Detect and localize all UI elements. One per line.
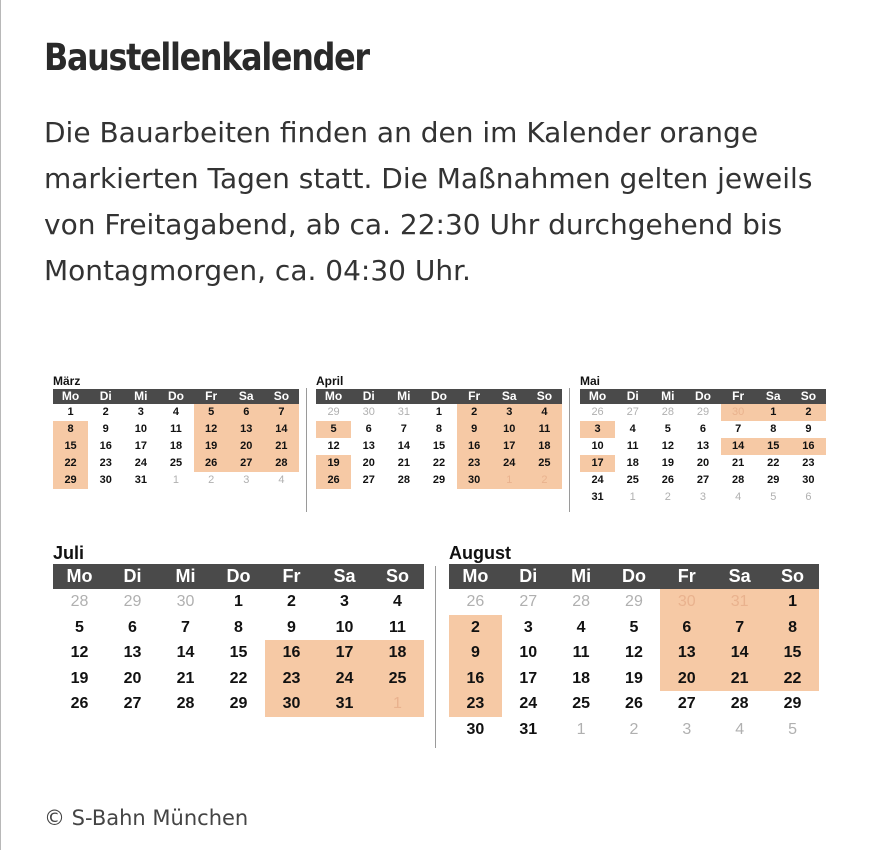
weekday-header: Di — [351, 389, 386, 404]
calendar-day-construction: 17 — [492, 438, 527, 455]
weekday-header-row — [53, 389, 299, 404]
calendar-day: 6 — [805, 491, 812, 503]
calendar-day: 1 — [67, 406, 74, 418]
calendar-day: 30 — [362, 406, 375, 418]
calendar-maerz — [53, 374, 299, 489]
calendar-day: 21 — [732, 457, 745, 469]
weekday-header-row — [580, 389, 826, 404]
calendar-april — [316, 374, 562, 489]
weekday-header: Mo — [580, 389, 615, 404]
calendar-day: 11 — [572, 644, 590, 661]
calendar-day: 1 — [435, 406, 443, 418]
weekday-header: Mo — [316, 389, 351, 404]
calendar-day: 12 — [661, 440, 674, 452]
weekday-header: So — [791, 389, 826, 404]
calendar-day-construction: 2 — [791, 404, 826, 421]
calendar-day: 5 — [770, 491, 777, 503]
calendar-day-construction: 13 — [660, 640, 713, 666]
calendar-day-construction: 22 — [53, 455, 88, 472]
month-name: April — [316, 374, 344, 388]
calendar-day-construction: 1 — [371, 691, 424, 717]
calendar-day: 23 — [802, 457, 815, 469]
weekday-header: Sa — [492, 389, 527, 404]
calendar-mai — [580, 374, 826, 506]
calendar-separator — [435, 566, 436, 748]
calendar-week-row — [580, 421, 826, 438]
calendar-grid — [316, 389, 562, 489]
calendar-day: 22 — [432, 457, 446, 469]
weekday-header: Do — [608, 564, 661, 589]
weekday-header: Mo — [53, 564, 106, 589]
weekday-header-row — [316, 389, 562, 404]
calendar-day-construction: 2 — [527, 472, 562, 489]
calendar-day-construction: 20 — [660, 666, 713, 692]
calendar-day: 12 — [625, 644, 643, 661]
calendar-grid — [449, 564, 819, 742]
calendar-day: 25 — [169, 457, 183, 469]
weekday-header: Do — [685, 389, 720, 404]
calendar-day: 5 — [629, 618, 639, 636]
calendar-day: 9 — [805, 423, 812, 435]
calendar-day: 27 — [362, 474, 375, 486]
weekday-header: So — [264, 389, 299, 404]
calendar-day: 6 — [128, 618, 137, 636]
calendar-day: 8 — [234, 618, 243, 636]
calendar-day-construction: 1 — [756, 404, 791, 421]
calendar-day-construction: 1 — [766, 589, 819, 615]
calendar-day: 13 — [123, 644, 142, 661]
weekday-header: Fr — [194, 389, 229, 404]
calendar-day: 26 — [70, 695, 89, 712]
calendar-day-construction: 20 — [229, 438, 264, 455]
calendar-day: 29 — [229, 695, 248, 712]
calendar-week-row — [316, 455, 562, 472]
calendar-day: 13 — [362, 440, 375, 452]
calendar-day: 23 — [99, 457, 112, 469]
calendar-day: 16 — [99, 440, 112, 452]
calendar-day: 11 — [170, 423, 182, 435]
calendar-day-construction: 15 — [756, 438, 791, 455]
weekday-header: Fr — [660, 564, 713, 589]
calendar-day: 4 — [735, 491, 742, 503]
calendar-day-construction: 6 — [660, 615, 713, 641]
calendar-day-construction: 30 — [457, 472, 492, 489]
calendar-separator — [306, 388, 307, 512]
calendar-day-construction: 5 — [194, 404, 229, 421]
calendar-day: 2 — [287, 593, 296, 610]
calendar-day-construction: 12 — [194, 421, 229, 438]
calendar-day-construction: 22 — [766, 666, 819, 692]
calendar-day: 4 — [629, 423, 636, 435]
calendar-day: 20 — [362, 457, 375, 469]
calendar-day: 29 — [696, 406, 710, 418]
calendar-day: 30 — [99, 474, 112, 486]
calendar-week-row — [53, 640, 424, 666]
calendar-week-row — [449, 666, 819, 692]
calendar-day-construction: 19 — [316, 455, 351, 472]
weekday-header: Di — [502, 564, 555, 589]
calendar-week-row — [53, 455, 299, 472]
calendar-day-construction: 18 — [371, 640, 424, 666]
calendar-day: 5 — [75, 618, 84, 636]
calendar-day: 1 — [172, 474, 180, 486]
calendar-day-construction: 11 — [527, 421, 562, 438]
calendar-week-row — [449, 589, 819, 615]
calendar-day: 31 — [134, 474, 147, 486]
calendar-day-construction: 14 — [713, 640, 766, 666]
calendar-day: 27 — [626, 406, 639, 418]
calendar-day: 28 — [70, 593, 89, 610]
calendar-day: 30 — [176, 593, 195, 610]
calendar-day: 1 — [629, 491, 636, 503]
calendar-day: 29 — [432, 474, 446, 486]
calendar-day-construction: 2 — [449, 615, 502, 641]
calendar-day: 28 — [397, 474, 410, 486]
calendar-day: 12 — [70, 644, 89, 661]
calendar-day: 29 — [123, 593, 142, 610]
calendar-day-construction: 28 — [264, 455, 299, 472]
weekday-header: Mi — [650, 389, 685, 404]
calendar-day: 10 — [591, 440, 604, 452]
calendar-day: 24 — [591, 474, 604, 486]
calendar-day: 7 — [400, 423, 407, 435]
calendar-day: 21 — [176, 669, 195, 687]
calendar-day-construction: 14 — [721, 438, 756, 455]
calendar-week-row — [580, 455, 826, 472]
page-left-border — [0, 0, 1, 850]
calendar-day-construction: 21 — [264, 438, 299, 455]
calendar-day: 22 — [229, 669, 248, 687]
calendar-day: 4 — [735, 720, 745, 738]
calendar-day-construction: 7 — [713, 615, 766, 641]
calendar-day-construction: 7 — [264, 404, 299, 421]
page-title: Baustellenkalender — [44, 36, 369, 79]
calendar-day-construction: 23 — [449, 691, 502, 717]
calendar-day: 3 — [699, 491, 707, 503]
calendar-day: 8 — [435, 423, 443, 435]
calendar-day: 28 — [661, 406, 674, 418]
calendar-week-row — [580, 404, 826, 421]
weekday-header: Di — [615, 389, 650, 404]
calendar-day: 20 — [696, 457, 710, 469]
calendar-day: 29 — [625, 593, 643, 610]
calendar-day-construction: 1 — [492, 472, 527, 489]
calendar-day-construction: 25 — [371, 666, 424, 692]
calendar-day: 2 — [102, 406, 109, 418]
calendar-day: 3 — [523, 618, 533, 636]
calendar-grid — [580, 389, 826, 506]
calendar-day: 10 — [134, 423, 147, 435]
calendar-day-construction: 3 — [580, 421, 615, 438]
calendar-day-construction: 15 — [766, 640, 819, 666]
calendar-day: 26 — [466, 593, 485, 610]
calendar-day: 2 — [629, 720, 639, 738]
calendar-week-row — [449, 691, 819, 717]
calendar-day: 25 — [572, 695, 590, 712]
weekday-header: Sa — [229, 389, 264, 404]
calendar-day: 4 — [278, 474, 285, 486]
calendar-week-row — [449, 640, 819, 666]
month-name: August — [449, 543, 511, 563]
calendar-day: 8 — [770, 423, 777, 435]
calendar-day: 15 — [432, 440, 446, 452]
calendar-day: 28 — [730, 695, 749, 712]
calendar-day: 28 — [732, 474, 745, 486]
calendar-day: 5 — [788, 720, 797, 738]
calendar-week-row — [580, 489, 826, 506]
calendar-day-construction: 3 — [492, 404, 527, 421]
calendar-separator — [569, 388, 570, 512]
calendar-day: 11 — [626, 440, 639, 452]
calendar-day: 7 — [181, 618, 190, 636]
calendar-week-row — [449, 615, 819, 641]
calendar-day: 2 — [208, 474, 215, 486]
weekday-header: Sa — [318, 564, 371, 589]
weekday-header: Di — [88, 389, 123, 404]
calendar-day: 10 — [519, 644, 538, 661]
calendar-day-construction: 23 — [265, 666, 318, 692]
calendar-day: 18 — [572, 669, 590, 687]
calendar-day: 18 — [626, 457, 639, 469]
calendar-week-row — [316, 472, 562, 489]
calendar-day: 2 — [664, 491, 671, 503]
calendar-day: 6 — [699, 423, 707, 435]
calendar-day-construction: 30 — [660, 589, 713, 615]
calendar-day-construction: 24 — [492, 455, 527, 472]
calendar-week-row — [53, 691, 424, 717]
calendar-day: 3 — [340, 593, 349, 610]
calendar-day: 29 — [767, 474, 780, 486]
calendar-day: 27 — [123, 695, 142, 712]
weekday-header: Sa — [756, 389, 791, 404]
calendar-juli — [53, 542, 424, 717]
weekday-header-row — [449, 564, 819, 589]
calendar-day: 31 — [397, 406, 410, 418]
weekday-header: Do — [212, 564, 265, 589]
calendar-day: 27 — [677, 695, 696, 712]
calendar-week-row — [53, 472, 299, 489]
calendar-day: 28 — [176, 695, 195, 712]
weekday-header-row — [53, 564, 424, 589]
calendar-day: 21 — [397, 457, 410, 469]
calendar-day: 14 — [397, 440, 410, 452]
calendar-day: 17 — [519, 669, 538, 687]
weekday-header: Fr — [265, 564, 318, 589]
calendar-day: 4 — [576, 618, 586, 636]
weekday-header: Do — [158, 389, 193, 404]
month-name: Mai — [580, 374, 601, 388]
calendar-week-row — [53, 404, 299, 421]
calendar-day: 6 — [365, 423, 372, 435]
calendar-day-construction: 16 — [457, 438, 492, 455]
weekday-header: Fr — [721, 389, 756, 404]
calendar-day: 4 — [393, 593, 402, 610]
calendar-day: 13 — [696, 440, 710, 452]
calendar-day-construction: 17 — [318, 640, 371, 666]
weekday-header: Mi — [159, 564, 212, 589]
calendar-day-construction: 13 — [229, 421, 264, 438]
calendar-day-construction: 16 — [791, 438, 826, 455]
calendar-day-construction: 8 — [766, 615, 819, 641]
calendar-day: 27 — [519, 593, 538, 610]
calendar-day: 20 — [123, 669, 142, 687]
calendar-week-row — [53, 666, 424, 692]
calendar-week-row — [580, 438, 826, 455]
calendar-week-row — [53, 589, 424, 615]
calendar-day: 3 — [682, 720, 692, 738]
calendar-day: 24 — [134, 457, 147, 469]
calendar-day: 1 — [234, 593, 243, 610]
calendar-day-construction: 4 — [527, 404, 562, 421]
calendar-day-construction: 6 — [229, 404, 264, 421]
calendar-day: 22 — [767, 457, 780, 469]
weekday-header: So — [766, 564, 819, 589]
weekday-header: Fr — [457, 389, 492, 404]
calendar-day: 28 — [572, 593, 590, 610]
calendar-day-construction: 23 — [457, 455, 492, 472]
weekday-header: Mo — [449, 564, 502, 589]
calendar-week-row — [53, 615, 424, 641]
calendar-day: 9 — [287, 618, 296, 636]
calendar-day-construction: 18 — [527, 438, 562, 455]
calendar-day-construction: 2 — [457, 404, 492, 421]
calendar-day: 12 — [327, 440, 340, 452]
calendar-day: 24 — [519, 695, 538, 712]
calendar-day-construction: 21 — [713, 666, 766, 692]
calendar-day: 26 — [661, 474, 674, 486]
weekday-header: Mo — [53, 389, 88, 404]
calendar-day: 19 — [70, 669, 89, 687]
copyright-notice: © S-Bahn München — [44, 806, 249, 830]
calendar-week-row — [53, 438, 299, 455]
calendar-week-row — [316, 438, 562, 455]
calendar-day: 17 — [134, 440, 147, 452]
calendar-day: 31 — [591, 491, 604, 503]
calendar-day-construction: 31 — [318, 691, 371, 717]
calendar-day-construction: 9 — [457, 421, 492, 438]
calendar-week-row — [316, 404, 562, 421]
calendar-day: 26 — [591, 406, 604, 418]
calendar-grid — [53, 564, 424, 717]
calendar-day-construction: 25 — [527, 455, 562, 472]
calendar-day-construction: 17 — [580, 455, 615, 472]
calendar-day: 7 — [735, 423, 742, 435]
month-name: März — [53, 374, 81, 388]
month-name: Juli — [53, 543, 85, 563]
calendar-day: 19 — [625, 669, 643, 687]
calendar-week-row — [580, 472, 826, 489]
calendar-day: 18 — [169, 440, 183, 452]
weekday-header: Di — [106, 564, 159, 589]
calendar-day: 11 — [389, 618, 406, 636]
calendar-day: 1 — [576, 720, 586, 738]
calendar-day: 29 — [783, 695, 802, 712]
weekday-header: Mi — [123, 389, 158, 404]
calendar-day-construction: 26 — [194, 455, 229, 472]
calendar-day: 15 — [229, 644, 248, 661]
calendar-day: 9 — [102, 423, 109, 435]
calendar-day: 27 — [696, 474, 710, 486]
calendar-day-construction: 10 — [492, 421, 527, 438]
calendar-day: 19 — [661, 457, 674, 469]
weekday-header: Mi — [386, 389, 421, 404]
calendar-day-construction: 27 — [229, 455, 264, 472]
calendar-august — [449, 542, 819, 742]
calendar-week-row — [449, 717, 819, 743]
weekday-header: Sa — [713, 564, 766, 589]
calendar-day-construction: 5 — [316, 421, 351, 438]
calendar-day: 25 — [626, 474, 639, 486]
calendar-day: 10 — [335, 618, 354, 636]
weekday-header: Mi — [555, 564, 608, 589]
calendar-day-construction: 30 — [265, 691, 318, 717]
calendar-day-construction: 29 — [53, 472, 88, 489]
calendar-day: 14 — [176, 644, 195, 661]
calendar-grid — [53, 389, 299, 489]
weekday-header: So — [371, 564, 424, 589]
calendar-day: 29 — [327, 406, 340, 418]
calendar-day-construction: 24 — [318, 666, 371, 692]
calendar-day-construction: 16 — [265, 640, 318, 666]
calendar-day: 31 — [519, 720, 538, 738]
calendar-day-construction: 31 — [713, 589, 766, 615]
calendar-day-construction: 15 — [53, 438, 88, 455]
calendar-day-construction: 19 — [194, 438, 229, 455]
calendar-week-row — [53, 421, 299, 438]
calendar-day-construction: 14 — [264, 421, 299, 438]
intro-text: Die Bauarbeiten finden an den im Kalender orange markierten Tagen statt. Die Maßnahmen gelten jeweils von Freitagabend, ab ca. 22:30 Uhr durchgehend bis Montagmorgen, ca. 04:30 Uhr. — [44, 116, 813, 287]
calendar-day-construction: 26 — [316, 472, 351, 489]
calendar-week-row — [316, 421, 562, 438]
calendar-day: 5 — [664, 423, 671, 435]
calendar-day: 3 — [243, 474, 250, 486]
calendar-day: 26 — [625, 695, 643, 712]
calendar-day-construction: 16 — [449, 666, 502, 692]
calendar-day-construction: 30 — [721, 404, 756, 421]
calendar-day: 3 — [137, 406, 144, 418]
calendar-day: 30 — [802, 474, 815, 486]
calendar-day: 4 — [172, 406, 180, 418]
calendar-day-construction: 8 — [53, 421, 88, 438]
calendar-day: 30 — [466, 720, 485, 738]
calendar-day-construction: 9 — [449, 640, 502, 666]
weekday-header: Do — [421, 389, 456, 404]
weekday-header: So — [527, 389, 562, 404]
